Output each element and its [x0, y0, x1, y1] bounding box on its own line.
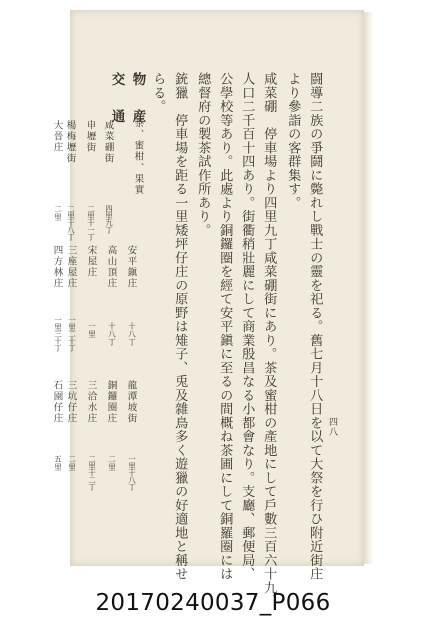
traffic-distance: 一里 — [87, 322, 97, 338]
traffic-place: 申壢街 — [84, 120, 96, 154]
traffic-place: 楊梅壢街 — [64, 120, 76, 165]
traffic-distance: 一里三十丁 — [53, 316, 63, 351]
traffic-distance: 二里十一丁 — [86, 205, 96, 240]
traffic-place: 龍潭坡街 — [125, 380, 137, 425]
traffic-distance: 十八丁 — [127, 322, 137, 346]
body-line: 咸菜硼 停車場より四里九丁咸菜硼街にあり。茶及蜜柑の產地にして戶數三百六十九、 — [261, 72, 277, 609]
traffic-distance: 四里九丁 — [104, 205, 114, 233]
traffic-distance: 二里十八丁 — [66, 205, 76, 240]
traffic-place: 咸菜硼街 — [102, 120, 114, 165]
traffic-place: 大晉庄 — [51, 120, 63, 154]
traffic-place: 三座屋庄 — [65, 245, 77, 290]
traffic-distance: 二里十二丁 — [87, 455, 97, 490]
traffic-place: 宋屋庄 — [85, 245, 97, 279]
traffic-place: 四方林庄 — [51, 245, 63, 290]
body-line: 公學校等あり。此處より銅鑼圈を經て安平鎭に至るの間概ね茶圃にして銅羅圈には — [217, 72, 233, 581]
body-line: 人口二千百十四あり。街衢稍壯麗にして商業殷昌なる小都會なり。支廳、郵便局、 — [239, 72, 255, 581]
body-line: 闘導二族の爭鬪に斃れし戰士の靈を祀る。舊七月十八日を以て大祭を行ひ附近街庄 — [307, 72, 323, 581]
traffic-place: 石園仔庄 — [51, 380, 63, 425]
traffic-place: 三坑仔庄 — [65, 380, 77, 425]
page-number: 四八 — [327, 417, 337, 437]
traffic-place: 安平鎭庄 — [125, 245, 137, 290]
traffic-distance: 二里 — [67, 455, 77, 471]
products-items: 茶、蜜柑、果實 — [132, 118, 144, 196]
traffic-distance: 一里二十丁 — [67, 316, 77, 351]
traffic-distance: 一里十八丁 — [127, 455, 137, 490]
traffic-place: 三洽水庄 — [85, 380, 97, 425]
traffic-distance: 二里 — [107, 455, 117, 471]
body-line: 銃獵 停車場を距る一里矮坪仔庄の原野は雉子、兎及雜鳥多く遊獵の好適地と稱せ — [172, 72, 188, 581]
traffic-place: 高山頂庄 — [105, 245, 117, 290]
traffic-distance: 二里 — [53, 205, 63, 221]
page-edge — [364, 12, 374, 564]
traffic-heading: 交 通 — [108, 72, 125, 128]
products-heading: 物 産 — [129, 72, 146, 128]
traffic-place: 銅鑼圈庄 — [105, 380, 117, 425]
traffic-distance: 十八丁 — [107, 322, 117, 346]
body-line: 總督府の製茶試作所あり。 — [195, 72, 211, 237]
body-line: より參詣の客群集す。 — [285, 72, 301, 210]
body-line: らる。 — [150, 72, 166, 114]
image-caption: 20170240037_P066 — [95, 590, 331, 616]
traffic-distance: 五里 — [53, 455, 63, 471]
